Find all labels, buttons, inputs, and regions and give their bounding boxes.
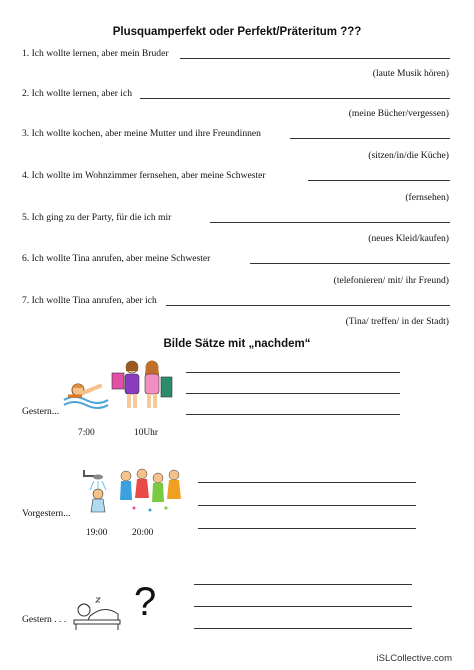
exercise-sentence: 1. Ich wollte lernen, aber mein Bruder xyxy=(22,48,169,59)
exercise-sentence: 6. Ich wollte Tina anrufen, aber meine Schwester xyxy=(22,253,211,264)
page-title: Plusquamperfekt oder Perfekt/Präteritum ??? xyxy=(112,26,362,38)
time-label: 7:00 xyxy=(78,428,95,438)
time-label: 10Uhr xyxy=(134,428,158,438)
exercise-hint: (laute Musik hören) xyxy=(372,68,449,79)
exercise-hint: (meine Bücher/vergessen) xyxy=(348,108,449,119)
day-label: Gestern . . . xyxy=(22,614,67,625)
exercise-sentence: 4. Ich wollte im Wohnzimmer fernsehen, aber meine Schwester xyxy=(22,170,266,181)
writing-line[interactable] xyxy=(186,393,400,394)
answer-line[interactable] xyxy=(166,305,450,306)
party-picture xyxy=(116,464,186,521)
writing-line[interactable] xyxy=(194,584,412,585)
exercise-hint: (neues Kleid/kaufen) xyxy=(368,233,449,244)
shopping-girls-picture xyxy=(110,355,176,418)
footer-credit: iSLCollective.com xyxy=(376,653,452,664)
writing-line[interactable] xyxy=(198,482,416,483)
exercise-sentence: 7. Ich wollte Tina anrufen, aber ich xyxy=(22,295,157,306)
exercise-sentence: 3. Ich wollte kochen, aber meine Mutter und ihre Freundinnen xyxy=(22,128,261,139)
time-label: 20:00 xyxy=(132,528,154,538)
answer-line[interactable] xyxy=(140,98,450,99)
answer-line[interactable] xyxy=(250,263,450,264)
exercise-hint: (sitzen/in/die Küche) xyxy=(368,150,449,161)
writing-line[interactable] xyxy=(186,414,400,415)
exercise-hint: (Tina/ treffen/ in der Stadt) xyxy=(345,316,449,327)
exercise-sentence: 2. Ich wollte lernen, aber ich xyxy=(22,88,133,99)
time-label: 19:00 xyxy=(86,528,108,538)
exercise-hint: (fernsehen) xyxy=(405,192,449,203)
answer-line[interactable] xyxy=(210,222,450,223)
section-title: Bilde Sätze mit „nachdem“ xyxy=(163,338,311,350)
answer-line[interactable] xyxy=(290,138,450,139)
writing-line[interactable] xyxy=(194,628,412,629)
day-label: Vorgestern... xyxy=(22,508,71,519)
shower-picture xyxy=(78,466,118,521)
writing-line[interactable] xyxy=(194,606,412,607)
answer-line[interactable] xyxy=(308,180,450,181)
exercise-sentence: 5. Ich ging zu der Party, für die ich mir xyxy=(22,212,172,223)
swimmer-picture xyxy=(62,370,110,415)
answer-line[interactable] xyxy=(180,58,450,59)
exercise-hint: (telefonieren/ mit/ ihr Freund) xyxy=(333,275,449,286)
sleeping-person-picture xyxy=(70,590,124,635)
writing-line[interactable] xyxy=(186,372,400,373)
writing-line[interactable] xyxy=(198,505,416,506)
question-mark: ? xyxy=(134,580,157,624)
day-label: Gestern... xyxy=(22,406,60,417)
writing-line[interactable] xyxy=(198,528,416,529)
